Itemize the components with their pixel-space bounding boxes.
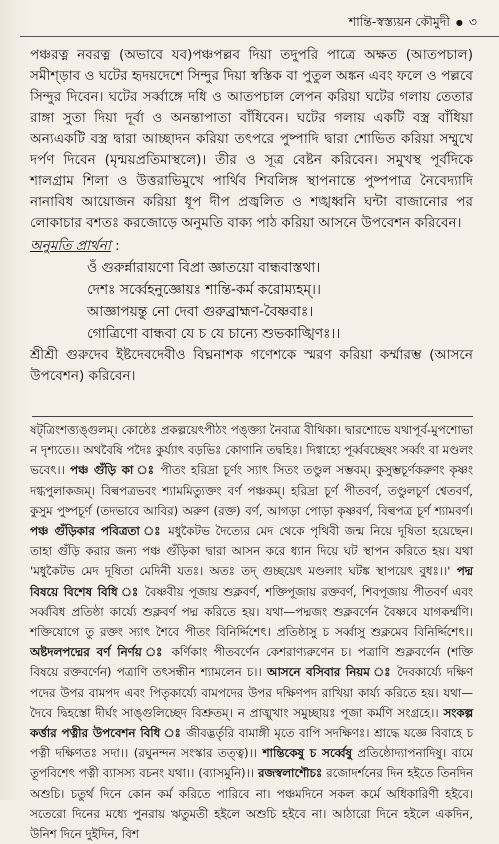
footnote-rule [32,416,473,417]
notes-block [30,420,473,844]
note-heading: পঞ্চ গুঁড়িকার পবিত্রতা ঃ [30,524,163,539]
note-text: দৈবকার্য্যে দক্ষিণ পদের উপর বামপদ এবং পিতৃকার্য্যে বামপদের উপর দক্ষিণপদ রাখিয়া কার্য্য করিতে হয়। যথা—দৈবে দ্বিহস্তো দীর্ঘং সাঙ্গুলিচ্ছেদ বিশ্রুতম্। ন প্রাঙ্মুখাং সমুচ্ছায়ঃ পূজা কর্মণি সংগ্রহে।। [30,665,473,720]
closing-paragraph: শ্রীশ্রী গুরুদেব ইষ্টদেবদেবীও বিঘ্ননাশক গণেশকে স্মরণ করিয়া কর্ম্মারম্ভ (আসনে উপবেশন) করিবেন। [30,347,473,384]
note-heading: অষ্টদলপদ্মের বর্ণ নির্ণয় ঃ [30,645,166,660]
verse-line-4: গোত্রিণো বান্ধবা যে চ যে চান্যে শুভকাঙ্খিণঃ।। [87,326,341,342]
note-text: কর্ণিকাং পীতবর্ণেন কেশরাণ্যরুণেন চ। পত্রাণি শুক্লবর্ণেন (শক্তি বিষয়ে রক্তবর্ণেন) পত্রাণি তৎসন্ধীন শ্যামলেন চ।। [30,645,473,680]
prayer-heading [30,236,473,257]
note-heading: পঞ্চ গুঁড়ি কা ঃ [70,463,156,478]
verse-line-2: দেশঃ সর্ব্বেহনুজ্ঞোয়ঃ শান্তি-কর্ম করোম্যহম্।। [87,282,321,298]
running-title: শান্তি-স্বস্ত্যয়ন কৌমুদী [348,14,450,29]
running-header [0,8,477,36]
note-text: রজোদর্শনের দিন হইতে তিনদিন অশুচি। চতুর্থ দিনে কোন কর্ম করিতে পারিবে না। পঞ্চমদিনে সকল কর্মে অধিকারিণী হইবে। সতেরো দিনের মধ্যে পুনরায় ঋতুমতী হইলে অশুচি হইবে না। আঠারো দিনে হইলে একদিন, উনিশ দিনে দুইদিন, বিশ [30,766,473,842]
note-text: প্রতিষ্ঠোদ্যাপনাদিষু। বামে তূপবিশেৎ পত্নী ব্যাসস্য বচনং যথা।। (ব্যাসমুনি)।। [30,746,473,781]
note-text: জীবদ্ভর্তৃরি বামাঙ্গী মৃতে বাপি সদক্ষিণঃ। শ্রাদ্ধে যজ্ঞে বিবাহে চ পত্নী দক্ষিণতঃ সদা।। (রঘুনন্দন সংস্কার তত্ত্ব)।। [30,726,474,761]
note-heading: শান্তিকেষু চ সর্ব্বেষু [262,746,353,761]
page-number: ৩ [468,14,477,29]
note-heading: পদ্ম বিষয়ে বিশেষ বিধি ঃ [30,564,473,599]
note-text: ষট্‌ত্রিংশত্ত্যঙ্গুলম্‌। কোষ্ঠেঃ প্রকল্পয়েৎপীঠং পঙ্‌ক্ত্যা নৈবাত্র বীথিকা। দ্বারশোভে যথাপূর্ব-মুপশোভা ন দৃশ্যতে।। অথবৈষি পদৈঃ কুর্য্যাৎ বড়ভিঃ কোণানি তদ্বহিঃ। দিগ্বাহ্যে পূর্ব্ববচ্ছেষং সর্ব্বং বা মণ্ডলং ভবেৎ।। [30,423,473,478]
verse-line-1: ওঁ গুরুর্ন্নারায়ণো বিপ্রা জ্ঞাতয়ো বান্ধবাস্তথা। [87,260,321,276]
note-text: বৈষ্ণবীয় পূজায় শুক্লবর্ণ, শক্তিপূজায় রক্তবর্ণ, শিবপূজায় পীতবর্ণ এবং সর্ব্ববিধ প্রতিষ্ঠা কার্য্যে শুক্লবর্ণ পদ্ম করিতে হয়। যথা—পদ্মজং শুক্লবর্ণেন বৈষ্ণবে যাগকর্ম্মণি। শক্তিযোগে তু রক্তং স্যাৎ শৈবে পীতং বিনির্দ্দিশেৎ। প্রতিষ্ঠাসু চ সর্ব্বাসু শুক্লমেব বিনির্দ্দিশেৎ।। [30,584,474,640]
note-heading: রজস্বলাশৌচঃ [258,766,323,781]
note-text: পীতং হরিদ্রা চূর্ণং স্যাৎ সিতং তণ্ডুল সম্ভবম্। কুসুম্ভচূর্ণকরুণং কৃষ্ণং দগ্ধপুলাকজম্। বিল্বপত্রভবং শ্যামমিত্যুক্তং বর্ণ পঞ্চকম্। হরিদ্রা চূর্ণ পীতবর্ণ, তণ্ডুলচূর্ণ শ্বেতবর্ণ, কুসুম পুষ্পচূর্ণ (তদভাবে আবির) অরুণ (রক্ত) বর্ণ, আগড়া পোড়া কৃষ্ণবর্ণ, বিল্বপত্র চূর্ণ শ্যামবর্ণ। [30,463,474,518]
notes-paragraph [30,420,473,844]
header-bullet: ● [455,17,463,27]
verse-block [30,257,473,345]
prayer-colon: : [110,238,120,254]
verse-line-3: আজ্ঞাপয়ন্তু নো দেবা গুরুব্র্রাহ্মণ-বৈষ্ণবাঃ। [87,304,314,320]
header-rule [20,36,499,37]
main-text [30,45,473,387]
note-text: মধুকৈটভ দৈত্যের মেদ থেকে পৃথিবী জন্ম নিয়ে দূষিতা হয়েছেন। তাহা গুঁড়ি করার জন্য পঞ্চ গুঁড়িকা দ্বারা আসন করে ধ্যান দিয়ে ঘট স্থাপন করিতে হয়। যথা 'মধুকৈটভ মেদ দূষিতা মেদিনী যতঃ। অতঃ তদ্‌ গুচ্ছয়েৎ মণ্ডলাং ঘটঙ্ক স্থাপয়েৎ বুধঃ।।' [30,524,473,579]
note-heading: আসনে বসিবার নিয়ম ঃ [267,665,392,680]
main-paragraph: পঞ্চরত্ন নবরত্ন (অভাবে যব)পঞ্চপল্লব দিয়া তদুপরি পাত্রে অক্ষত (আতপচাল) সমীশ্‌ড়াব ও ঘটের হৃদয়দেশে সিন্দুর দিয়া স্বস্তিক বা পুতুল অঙ্কন এবং ফলে ও পল্লবে সিন্দুর দিবেন। ঘটের সর্ব্বাঙ্গে দধি ও আতপচাল লেপন করিয়া ঘটের গলায় তেতার রাঙ্গা সুতা দিয়া দূর্বা ও অনন্তাপাতা বাঁধিবেন। ঘটের গলায় একটি বস্ত্র বাঁধিয়া অন্যএকটি বস্ত্র দ্বারা আচ্ছাদন করিয়া তৎপরে পুষ্পাদি দ্বারা শোভিত করিয়া সম্মুখে দর্পণ দিবেন (মৃন্ময়প্রতিমাস্থলে)। তীর ও সূত্র বেষ্টন করিবেন। সমুখস্থ পূর্বদিকে শালগ্রাম শিলা ও উত্তরাভিমুখে পার্থিব শিবলিঙ্গ স্থাপনান্তে পুষ্পপাত্র নৈবেদ্যাদি নানাবিধ আয়োজন করিয়া ধূপ দীপ প্রজ্বলিত ও শঙ্খধ্বনি ঘন্টা বাজানোর পর লোকাচার বশতঃ করজোড়ে অনুমতি বাক্য পাঠ করিয়া আসনে উপবেশন করিবেন। [30,47,473,231]
note-heading: সংকল্প কর্ত্তার পত্নীর উপবেশন বিধি ঃ [30,705,473,741]
prayer-label: অনুমতি প্রার্থনা [30,238,111,254]
